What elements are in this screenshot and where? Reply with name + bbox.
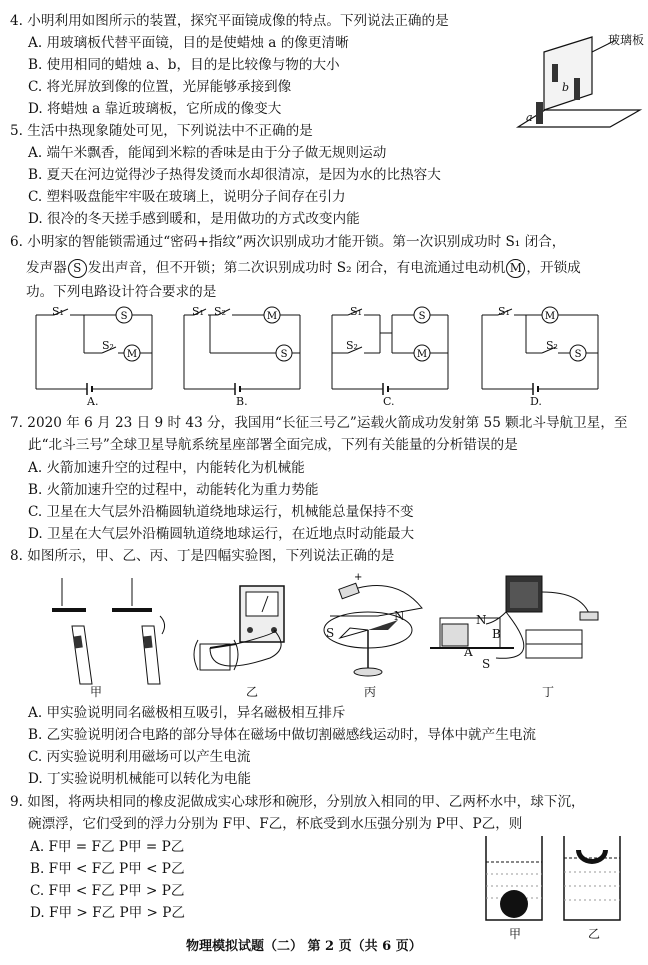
- circuit-d-s1: S₁: [498, 305, 510, 318]
- q8-option-c: C. 丙实验说明利用磁场可以产生电流: [28, 749, 251, 765]
- q8-ding-b-label: B: [492, 627, 501, 641]
- q8-label-jia: 甲: [90, 685, 103, 699]
- svg-text:M: M: [126, 349, 138, 360]
- circuit-b-label: B.: [236, 395, 248, 408]
- circuit-c-s1: S₁: [350, 305, 362, 318]
- q8-figure-jia: [42, 576, 182, 686]
- page-footer: 物理模拟试题（二） 第 2 页（共 6 页）: [186, 939, 422, 954]
- svg-text:M: M: [544, 311, 556, 322]
- q8-bing-s-label: S: [326, 626, 335, 640]
- q8-option-d: D. 丁实验说明机械能可以转化为电能: [28, 771, 251, 787]
- q5-stem: 5. 生活中热现象随处可见，下列说法中不正确的是: [10, 123, 313, 139]
- circuit-b-s2: S₂: [214, 305, 226, 318]
- q6-line2-part3: ，开锁成: [526, 260, 581, 276]
- q6-stem-line2: [26, 259, 581, 278]
- q9-option-c: C. F甲 < F乙 P甲 > P乙: [30, 883, 185, 899]
- svg-text:S: S: [120, 311, 128, 322]
- q8-figure-ding: [430, 572, 610, 684]
- q8-option-b: B. 乙实验说明闭合电路的部分导体在磁场中做切割磁感线运动时，导体中就产生电流: [28, 727, 537, 743]
- circuit-a-label: A.: [87, 395, 99, 408]
- q4-option-a: A. 用玻璃板代替平面镜，目的是使蜡烛 a 的像更清晰: [28, 35, 349, 51]
- q8-stem: 8. 如图所示，甲、乙、丙、丁是四幅实验图，下列说法正确的是: [10, 548, 395, 564]
- q8-ding-s-pole: S: [482, 657, 491, 671]
- circuit-d: [478, 303, 606, 403]
- q5-option-b: B. 夏天在河边觉得沙子热得发烫而水却很清凉，是因为水的比热容大: [28, 167, 441, 183]
- q9-stem-line2: 碗漂浮，它们受到的浮力分别为 F甲、F乙，杯底受到水压强分别为 P甲、P乙，则: [28, 816, 523, 832]
- q6-stem-line1: 6. 小明家的智能锁需通过“密码+指纹”两次识别成功才能开锁。第一次识别成功时 S₁ 闭合，: [10, 234, 566, 250]
- q9-option-b: B. F甲 < F乙 P甲 < P乙: [30, 861, 185, 877]
- svg-text:S: S: [574, 349, 582, 360]
- q4-option-c: C. 将光屏放到像的位置，光屏能够承接到像: [28, 79, 292, 95]
- q7-stem-line2: 此“北斗三号”全球卫星导航系统星座部署全面完成，下列有关能量的分析错误的是: [28, 437, 518, 453]
- q9-cups-figure: [480, 834, 620, 924]
- candle-a-label: a: [526, 111, 533, 124]
- q8-bing-n-label: N: [394, 609, 405, 623]
- circuit-c-label: C.: [383, 395, 395, 408]
- q5-option-a: A. 端午米飘香，能闻到米粽的香味是由于分子做无规则运动: [28, 145, 387, 161]
- candle-b-label: b: [562, 81, 570, 94]
- circuit-c: [328, 303, 456, 403]
- buzzer-symbol: S: [68, 259, 87, 278]
- q8-ding-n-pole: N: [476, 613, 487, 627]
- q7-stem-line1: 7. 2020 年 6 月 23 日 9 时 43 分，我国用“长征三号乙”运载火箭成功发射第 55 颗北斗导航卫星，至: [10, 415, 628, 431]
- q8-ding-a-label: A: [464, 645, 473, 659]
- q4-mirror-figure: [500, 32, 648, 137]
- circuit-d-s2: S₂: [546, 339, 558, 352]
- q8-label-yi: 乙: [246, 685, 259, 699]
- q9-option-d: D. F甲 > F乙 P甲 > P乙: [30, 905, 185, 921]
- svg-text:M: M: [416, 349, 428, 360]
- svg-text:+: +: [354, 572, 363, 583]
- q5-option-c: C. 塑料吸盘能牢牢吸在玻璃上，说明分子间存在引力: [28, 189, 346, 205]
- q8-option-a: A. 甲实验说明同名磁极相互吸引，异名磁极相互排斥: [28, 705, 346, 721]
- circuit-a-s2: S₂: [102, 339, 114, 352]
- q8-figure-yi: [190, 582, 320, 682]
- q4-stem: 4. 小明利用如图所示的装置，探究平面镜成像的特点。下列说法正确的是: [10, 13, 449, 29]
- cup-jia-label: 甲: [509, 927, 522, 941]
- circuit-b-s1: S₁: [192, 305, 204, 318]
- q8-figure-bing: [318, 572, 428, 684]
- q4-option-d: D. 将蜡烛 a 靠近玻璃板，它所成的像变大: [28, 101, 282, 117]
- circuit-c-s2: S₂: [346, 339, 358, 352]
- q7-option-c: C. 卫星在大气层外沿椭圆轨道绕地球运行，机械能总量保持不变: [28, 504, 414, 520]
- svg-text:M: M: [266, 311, 278, 322]
- svg-text:S: S: [418, 311, 426, 322]
- q6-stem-line3: 功。下列电路设计符合要求的是: [26, 284, 217, 300]
- q6-line2-part1: 发声器: [26, 260, 67, 276]
- q6-line2-part2: 发出声音，但不开锁；第二次识别成功时 S₂ 闭合，有电流通过电动机: [87, 260, 506, 276]
- svg-text:S: S: [280, 349, 288, 360]
- cup-yi-label: 乙: [588, 927, 601, 941]
- q8-label-ding: 丁: [542, 685, 555, 699]
- q5-option-d: D. 很冷的冬天搓手感到暖和，是用做功的方式改变内能: [28, 211, 360, 227]
- q9-option-a: A. F甲 = F乙 P甲 = P乙: [30, 839, 185, 855]
- q9-stem-line1: 9. 如图，将两块相同的橡皮泥做成实心球形和碗形，分别放入相同的甲、乙两杯水中，球下沉，: [10, 794, 585, 810]
- motor-symbol: M: [506, 259, 525, 278]
- circuit-b: [180, 303, 308, 403]
- circuit-a: [32, 303, 160, 403]
- q8-label-bing: 丙: [364, 685, 377, 699]
- circuit-d-label: D.: [530, 395, 542, 408]
- glass-plate-label: 玻璃板: [608, 33, 645, 47]
- q7-option-b: B. 火箭加速升空的过程中，动能转化为重力势能: [28, 482, 319, 498]
- q7-option-a: A. 火箭加速升空的过程中，内能转化为机械能: [28, 460, 305, 476]
- q7-option-d: D. 卫星在大气层外沿椭圆轨道绕地球运行，在近地点时动能最大: [28, 526, 415, 542]
- q4-option-b: B. 使用相同的蜡烛 a、b，目的是比较像与物的大小: [28, 57, 340, 73]
- circuit-a-s1: S₁: [52, 305, 64, 318]
